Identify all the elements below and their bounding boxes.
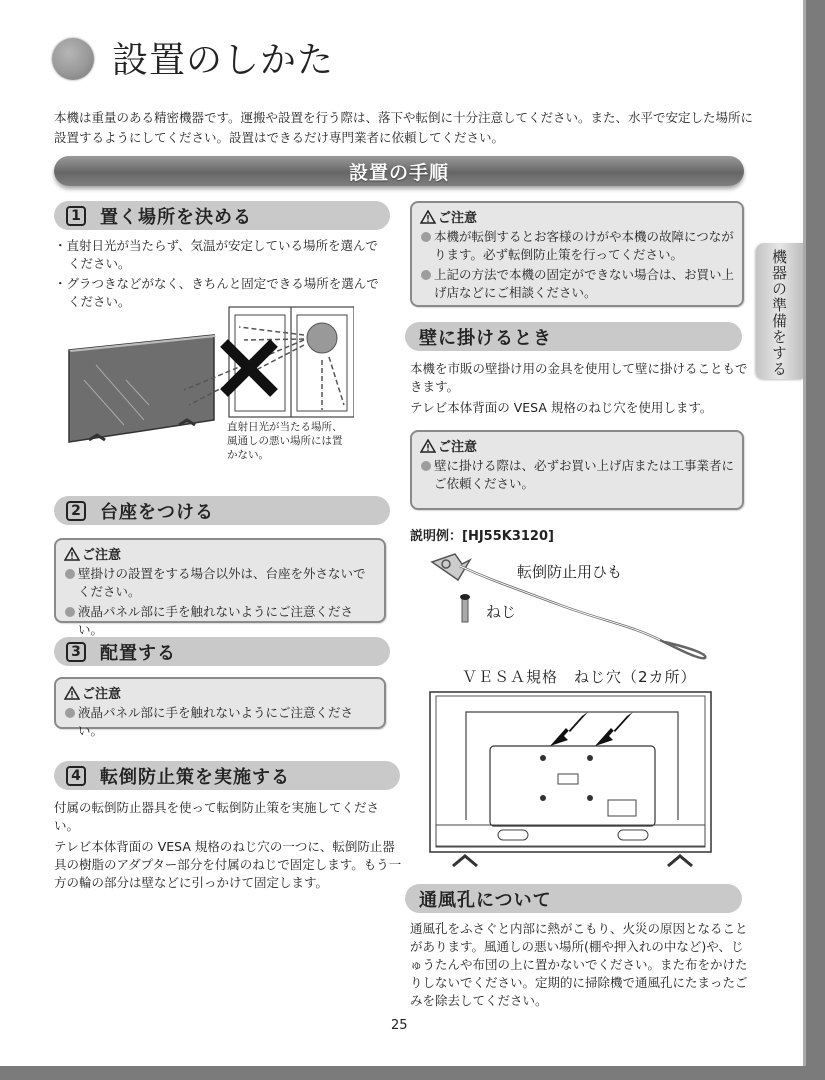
chapter-tab[interactable] [756, 243, 803, 379]
screw-label: ねじ [486, 603, 517, 621]
intro-text: 本機は重量のある精密機器です。運搬や設置を行う際は、落下や転倒に十分注意してください。また、水平で安定した場所に設置するようにしてください。設置はできるだけ専門業者に依頼してください。 [54, 110, 754, 145]
bullet-item: ・グラつきなどがなく、きちんと固定できる場所を選んでください。 [54, 276, 379, 309]
caution-box [54, 677, 386, 738]
step-1-bullets [54, 237, 390, 313]
caution-box [54, 538, 386, 637]
figure-caption: 直射日光が当たる場所、風通しの悪い場所には置かない。 [227, 421, 343, 461]
step-title: 配置する [100, 642, 176, 664]
caution-box-wall [410, 430, 744, 510]
step-title: 転倒防止策を実施する [100, 766, 290, 788]
page-title: 設置のしかた [112, 40, 335, 81]
caution-title: ご注意 [64, 544, 376, 563]
vent-body: 通風孔をふさぐと内部に熱がこもり、火災の原因となることがあります。風通しの悪い場所(棚や押入れの中など)や、じゅうたんや布団の上に置かないでください。また布をかけたりしないでください。定期的に掃除機で通風孔にたまったごみを除去してください。 [410, 921, 748, 1008]
caution-item: 壁に掛ける際は、必ずお買い上げ店または工事業者にご依頼ください。 [420, 457, 734, 493]
step-2-header [54, 496, 390, 525]
step-number-badge: 3 [66, 642, 86, 662]
bullet-item: ・直射日光が当たらず、気温が安定している場所を選んでください。 [54, 238, 379, 271]
step-number-badge: 1 [66, 206, 86, 226]
page-number: 25 [391, 1018, 408, 1033]
vent-header [405, 884, 742, 913]
warning-triangle-icon [420, 439, 436, 453]
paragraph: 付属の転倒防止器具を使って転倒防止策を実施してください。 [54, 800, 380, 833]
caution-title: ご注意 [420, 436, 734, 455]
step-title: 置く場所を決める [100, 206, 252, 228]
step-number-badge: 2 [66, 501, 86, 521]
caution-title: ご注意 [420, 207, 734, 226]
caution-item: 液晶パネル部に手を触れないようにご注意ください。 [64, 704, 376, 740]
tv-back-illustration [428, 690, 713, 870]
wall-mount-body [410, 360, 748, 420]
step-3-header [54, 637, 390, 666]
vesa-label: ＶＥＳＡ規格 ねじ穴（2カ所） [462, 668, 697, 686]
caution-item: 本機が転倒するとお客様のけがや本機の故障につながります。必ず転倒防止策を行ってください。 [420, 228, 734, 264]
chapter-tab-label: 機器の準備をする [770, 249, 788, 377]
paragraph: テレビ本体背面の VESA 規格のねじ穴の一つに、転倒防止器具の樹脂のアダプター部分を付属のねじで固定します。もう一方の輪の部分は壁などに引っかけて固定します。 [54, 839, 402, 890]
warning-triangle-icon [64, 686, 80, 700]
section-band [54, 156, 744, 186]
caution-title: ご注意 [64, 683, 376, 702]
warning-triangle-icon [64, 547, 80, 561]
caution-item: 上記の方法で本機の固定ができない場合は、お買い上げ店などにご相談ください。 [420, 266, 734, 302]
strap-label: 転倒防止用ひも [517, 563, 623, 581]
step-title: 台座をつける [100, 501, 214, 523]
caution-box-top [410, 201, 744, 307]
caution-item: 液晶パネル部に手を触れないようにご注意ください。 [64, 603, 376, 639]
paragraph: 本機を市販の壁掛け用の金具を使用して壁に掛けることもできます。 [410, 361, 748, 394]
step-1-header [54, 201, 390, 230]
paragraph: テレビ本体背面の VESA 規格のねじ穴を使用します。 [410, 400, 713, 415]
section-title: 壁に掛けるとき [419, 327, 552, 349]
caution-item: 壁掛けの設置をする場合以外は、台座を外さないでください。 [64, 565, 376, 601]
step-4-body [54, 799, 402, 895]
warning-triangle-icon [420, 210, 436, 224]
section-band-title: 設置の手順 [348, 161, 449, 184]
step-number-badge: 4 [66, 766, 86, 786]
page-edge [803, 0, 806, 1066]
step-4-header [54, 761, 400, 790]
wall-mount-header [405, 322, 742, 351]
section-title: 通風孔について [419, 889, 552, 911]
title-bullet-icon [52, 38, 94, 80]
example-label: 説明例：[HJ55K3120] [410, 529, 554, 544]
